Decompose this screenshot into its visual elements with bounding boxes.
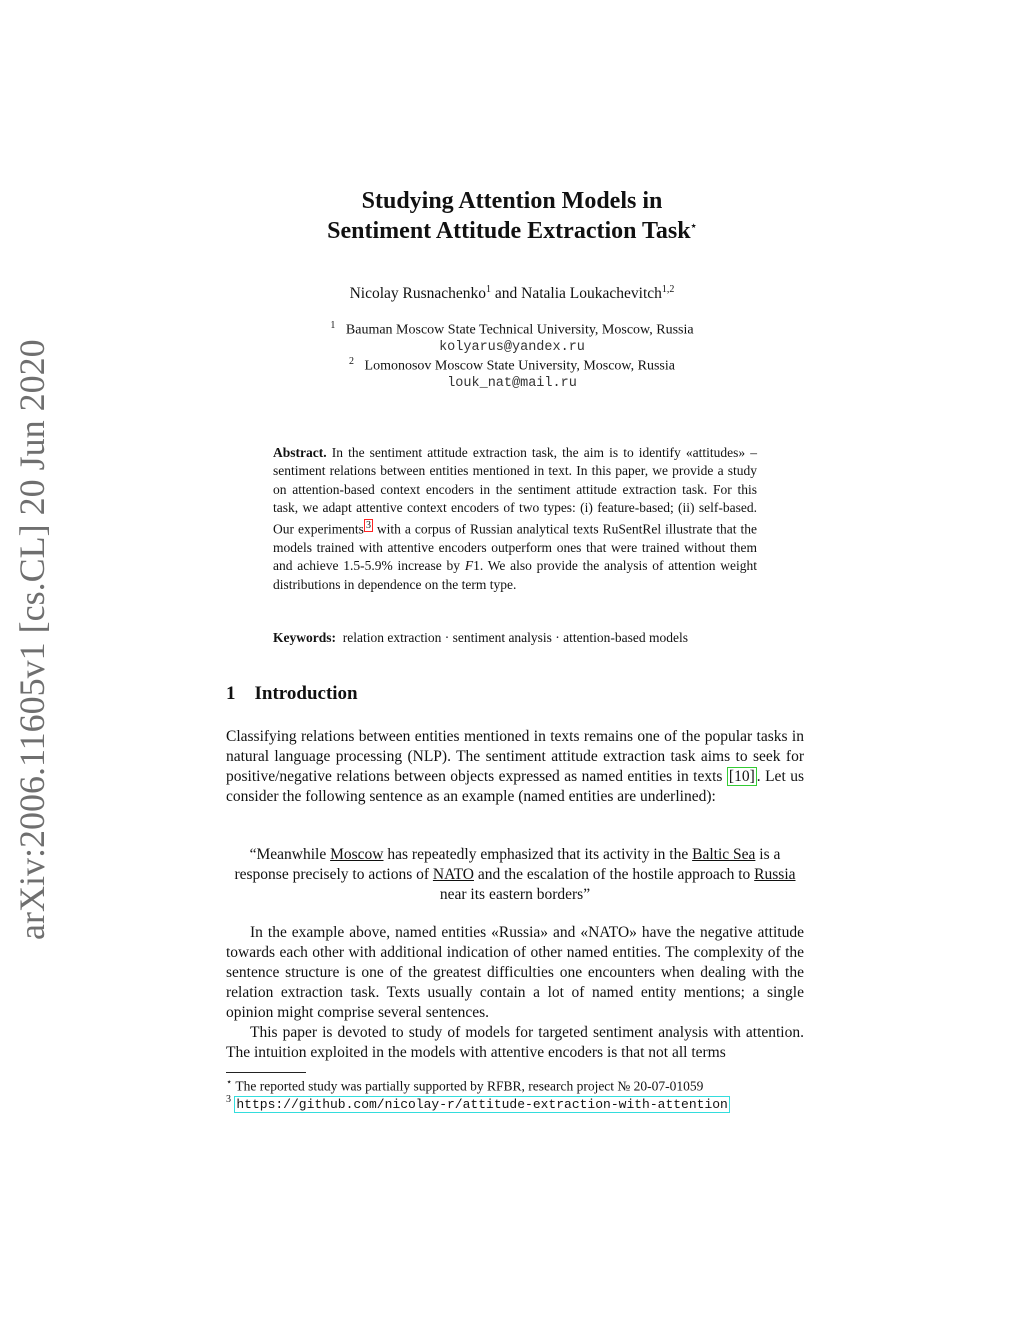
github-link[interactable]: https://github.com/nicolay-r/attitude-extraction-with-attention <box>236 1096 728 1112</box>
affiliation-2-email-line <box>0 375 1024 391</box>
keywords <box>273 630 757 646</box>
arxiv-stamp: arXiv:2006.11605v1 [cs.CL] 20 Jun 2020 <box>12 339 52 940</box>
intro-p1-text <box>226 727 804 807</box>
affiliation-2-email: louk_nat@mail.ru <box>447 376 577 391</box>
quote-entity-baltic-sea: Baltic Sea <box>692 846 756 863</box>
section-number: 1 <box>226 683 236 704</box>
affiliation-2-mark: 2 <box>349 356 355 367</box>
authors-line <box>0 284 1024 303</box>
affiliation-1-mark: 1 <box>330 320 336 331</box>
footnote-rule <box>226 1072 306 1073</box>
intro-paragraph-2-3 <box>226 923 804 1063</box>
section-heading <box>226 683 358 705</box>
author-1-affiliation: 1 <box>486 284 492 295</box>
quote-part-3: is a response precisely to actions of <box>234 846 781 883</box>
affiliation-1-name: Bauman Moscow State Technical University, Moscow, Russia <box>345 322 694 338</box>
abstract <box>273 444 757 594</box>
paper-title-line1: Studying Attention Models in <box>361 188 663 214</box>
abstract-f1-letter: F <box>464 558 474 574</box>
section-title: Introduction <box>254 683 358 704</box>
footnote-star-text: The reported study was partially supported by RFBR, research project № 20-07-01059 <box>232 1078 704 1094</box>
quote-entity-nato: NATO <box>432 866 474 883</box>
author-2: Natalia Loukachevitch <box>521 285 662 303</box>
abstract-text-2: with a corpus of Russian analytical texts RuSentRel illustrate that the models trained with attentive encoders outperform ones that were trained without them and achieve 1.5-5.9% increase by <box>273 521 757 574</box>
intro-p1-after: . Let us consider the following sentence as an example (named entities are underlined): <box>226 768 804 805</box>
quote-part-5: near its eastern borders” <box>439 886 591 903</box>
footnote-3-mark: 3 <box>226 1094 231 1105</box>
abstract-footnote-link[interactable]: 3 <box>365 520 371 532</box>
intro-p1-before: Classifying relations between entities mentioned in texts remains one of the popular tasks in natural language processing (NLP). The sentiment attitude extraction task aims to seek for positive/negative relations between objects expressed as named entities in texts <box>226 728 804 785</box>
author-1: Nicolay Rusnachenko <box>349 285 487 303</box>
affiliation-1-email: kolyarus@yandex.ru <box>439 340 585 355</box>
abstract-paragraph <box>273 444 757 594</box>
quote-entity-russia: Russia <box>754 866 796 883</box>
affiliation-1-email-line <box>0 339 1024 355</box>
abstract-f1-number: 1 <box>473 558 480 574</box>
paper-title-line2 <box>0 218 1024 245</box>
example-quote <box>226 845 804 905</box>
intro-paragraph-1 <box>226 727 804 807</box>
authors-and: and <box>491 285 522 303</box>
affiliation-2-name: Lomonosov Moscow State University, Moscow, Russia <box>364 358 675 374</box>
abstract-text-3: . We also provide the analysis of attention weight distributions in dependence on the term type. <box>273 558 758 592</box>
intro-paragraph-3: This paper is devoted to study of models for targeted sentiment analysis with attention. The intuition exploited in the models with attentive encoders is that not all terms <box>226 1024 804 1061</box>
quote-part-4: and the escalation of the hostile approach to <box>473 866 755 883</box>
quote-part-1: “Meanwhile <box>249 846 331 863</box>
affiliation-1 <box>0 320 1024 339</box>
affiliation-2 <box>0 356 1024 375</box>
keywords-label: Keywords: <box>273 630 336 645</box>
title-footnote-star[interactable]: ⋆ <box>690 221 697 232</box>
abstract-label: Abstract. <box>273 445 327 460</box>
keywords-text: relation extraction · sentiment analysis · attention-based models <box>342 630 689 645</box>
author-2-affiliation: 1,2 <box>661 284 675 295</box>
footnote-star-mark: ⋆ <box>226 1077 233 1088</box>
footnote-star <box>226 1077 703 1095</box>
paper-title-text: Sentiment Attitude Extraction Task <box>327 218 691 244</box>
quote-part-2: has repeatedly emphasized that its activity in the <box>383 846 693 863</box>
footnote-3 <box>226 1094 730 1112</box>
quote-entity-moscow: Moscow <box>330 846 384 863</box>
abstract-text-1: In the sentiment attitude extraction task, the aim is to identify «attitudes» – sentiment relations between entities mentioned in text. In this paper, we provide a study on attention-based context encoders in the sentiment attitude extraction task. For this task, we adapt attentive context encoders of two types: (i) feature-based; (ii) self-based. Our experiments <box>273 445 757 537</box>
intro-paragraph-2: In the example above, named entities «Russia» and «NATO» have the negative attitude towards each other with additional indication of other named entities. The complexity of the sentence structure is one of the greatest difficulties one encounters when dealing with the relation extraction task. Texts usually contain a lot of named entity mentions; a single opinion might comprise several sentences. <box>226 924 804 1021</box>
citation-link[interactable]: [10] <box>728 768 755 785</box>
